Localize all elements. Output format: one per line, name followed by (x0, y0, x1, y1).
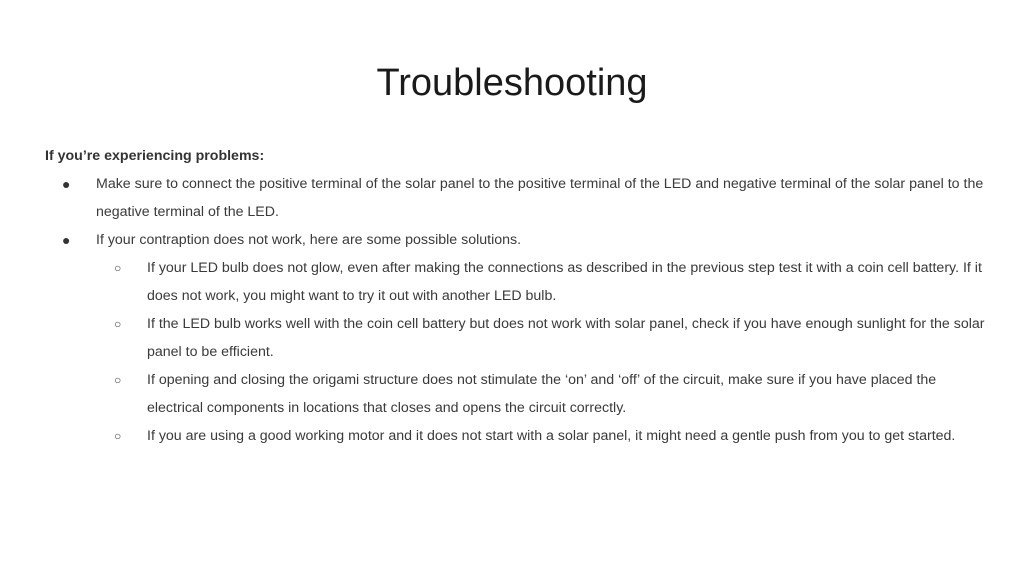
sub-bullet-item (96, 422, 990, 450)
sub-bullet-item (96, 254, 990, 310)
slide-body (45, 142, 990, 450)
bullet-item (45, 170, 990, 226)
bullet-item (45, 226, 990, 254)
sub-bullet-item (96, 366, 990, 422)
sub-bullet-text: If opening and closing the origami structure does not stimulate the ‘on’ and ‘off’ of the circuit, make sure if you have placed the electrical components in locations that closes and opens the circuit correctly. (147, 372, 937, 416)
bullet-list (45, 170, 990, 254)
sub-bullet-text: If the LED bulb works well with the coin cell battery but does not work with solar panel, check if you have enough sunlight for the solar panel to be efficient. (147, 316, 985, 360)
sub-bullet-text: If your LED bulb does not glow, even after making the connections as described in the previous step test it with a coin cell battery. If it does not work, you might want to try it out with another LED bulb. (147, 260, 982, 304)
filled-circle-bullet-icon: ● (62, 176, 71, 192)
slide-title: Troubleshooting (376, 62, 648, 104)
hollow-circle-bullet-icon: ○ (114, 429, 122, 443)
sub-bullet-wrapper (45, 254, 990, 450)
hollow-circle-bullet-icon: ○ (114, 261, 122, 275)
filled-circle-bullet-icon: ● (62, 232, 71, 248)
intro-heading: If you’re experiencing problems: (45, 148, 265, 164)
hollow-circle-bullet-icon: ○ (114, 317, 122, 331)
bullet-text: If your contraption does not work, here are some possible solutions. (96, 232, 522, 248)
bullet-text: Make sure to connect the positive terminal of the solar panel to the positive terminal of the LED and negative terminal of the solar panel to the negative terminal of the LED. (96, 176, 984, 220)
sub-bullet-item (96, 310, 990, 366)
sub-bullet-text: If you are using a good working motor and it does not start with a solar panel, it might need a gentle push from you to get started. (147, 428, 956, 444)
sub-bullet-list (96, 254, 990, 450)
hollow-circle-bullet-icon: ○ (114, 373, 122, 387)
sub-bullet-container (45, 254, 990, 450)
